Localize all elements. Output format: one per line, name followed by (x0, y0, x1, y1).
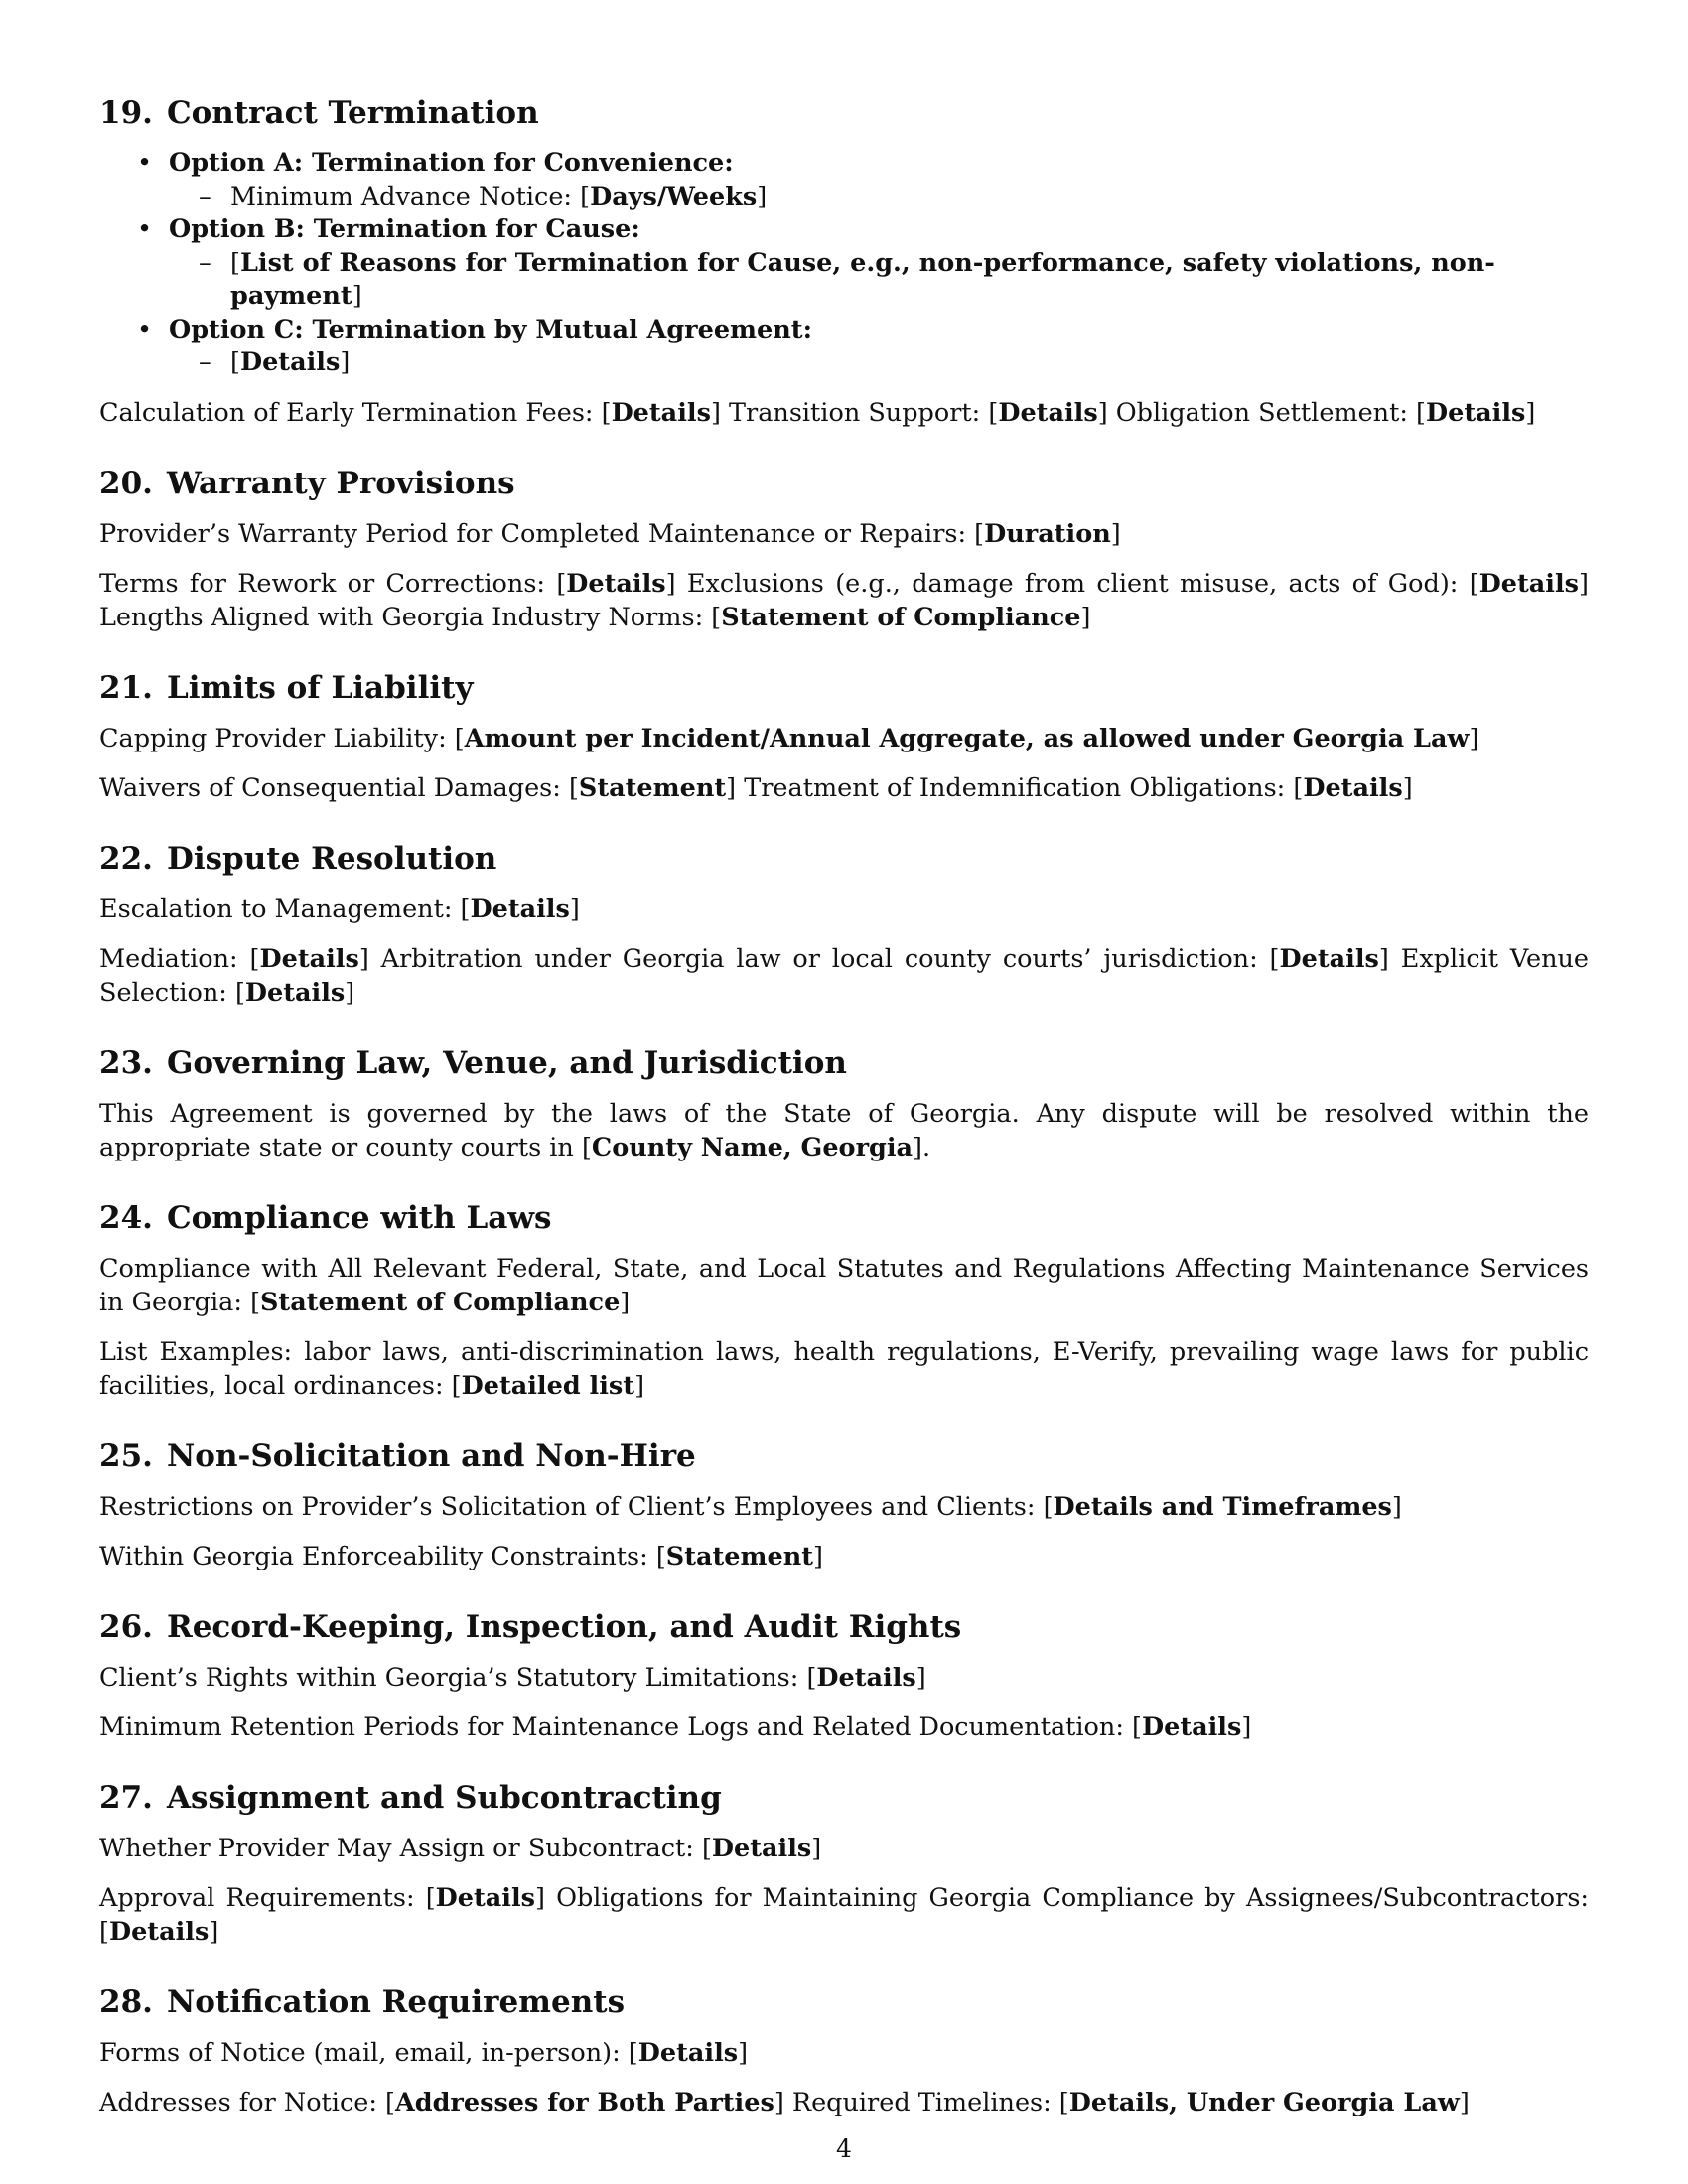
section-heading: 24. Compliance with Laws (99, 1199, 552, 1236)
paragraph: List Examples: labor laws, anti-discrimination laws, health regulations, E-Verify, prevailing wage laws for public facilities, local ordinances: [Detailed list] (99, 1336, 1589, 1401)
bullet-icon: • (137, 314, 153, 344)
paragraph: Whether Provider May Assign or Subcontract: [Details] (99, 1833, 822, 1863)
section-heading: 28. Notification Requirements (99, 1983, 626, 2020)
section-governing-law (99, 1043, 1589, 1164)
section-heading: 25. Non-Solicitation and Non-Hire (99, 1437, 696, 1474)
section-notification-requirements (99, 1982, 1589, 2119)
document-page (99, 93, 1589, 2153)
paragraph: Approval Requirements: [Details] Obligations for Maintaining Georgia Compliance by Assignees/Subcontractors: [Details] (99, 1882, 1589, 1947)
option-c-detail: – [Details] (169, 346, 1589, 380)
paragraph: Compliance with All Relevant Federal, State, and Local Statutes and Regulations Affecting Maintenance Services in Georgia: [Statement of Compliance] (99, 1253, 1589, 1317)
section-heading: 27. Assignment and Subcontracting (99, 1779, 722, 1816)
dash-icon: – (199, 347, 211, 377)
section-heading: 23. Governing Law, Venue, and Jurisdiction (99, 1044, 847, 1081)
option-b: • Option B: Termination for Cause: – [List of Reasons for Termination for Cause, e.g., non-performance, safety violations, non-payment] (99, 213, 1589, 314)
paragraph: Waivers of Consequential Damages: [Statement] Treatment of Indemnification Obligations: [Details] (99, 772, 1413, 803)
section-heading: 26. Record-Keeping, Inspection, and Audit Rights (99, 1608, 962, 1645)
section-heading: 22. Dispute Resolution (99, 840, 497, 877)
paragraph: Escalation to Management: [Details] (99, 893, 580, 924)
section-heading: 21. Limits of Liability (99, 669, 474, 706)
section-compliance-with-laws (99, 1198, 1589, 1403)
section-contract-termination (99, 93, 1589, 430)
paragraph: Within Georgia Enforceability Constraints: [Statement] (99, 1541, 823, 1571)
paragraph: Restrictions on Provider’s Solicitation of Client’s Employees and Clients: [Details and Timeframes] (99, 1491, 1402, 1522)
termination-options-list (99, 147, 1589, 380)
paragraph: Calculation of Early Termination Fees: [Details] Transition Support: [Details] Obligation Settlement: [Details] (99, 397, 1536, 428)
option-a: • Option A: Termination for Convenience: – Minimum Advance Notice: [Days/Weeks] (99, 147, 1589, 213)
paragraph: Client’s Rights within Georgia’s Statutory Limitations: [Details] (99, 1662, 926, 1693)
section-non-solicitation (99, 1436, 1589, 1573)
paragraph: Terms for Rework or Corrections: [Details] Exclusions (e.g., damage from client misuse, acts of God): [Details] Lengths Aligned with Georgia Industry Norms: [Statement of Compliance] (99, 568, 1589, 632)
section-limits-of-liability (99, 668, 1589, 805)
section-heading: 20. Warranty Provisions (99, 465, 515, 501)
section-record-keeping (99, 1607, 1589, 1744)
bullet-icon: • (137, 148, 153, 178)
section-assignment-subcontracting (99, 1778, 1589, 1949)
paragraph: Minimum Retention Periods for Maintenance Logs and Related Documentation: [Details] (99, 1711, 1252, 1742)
option-a-detail: – Minimum Advance Notice: [Days/Weeks] (169, 181, 1589, 214)
paragraph: Addresses for Notice: [Addresses for Both Parties] Required Timelines: [Details, Under Georgia Law] (99, 2087, 1470, 2117)
paragraph: Forms of Notice (mail, email, in-person): [Details] (99, 2037, 749, 2068)
dash-icon: – (199, 181, 211, 211)
option-c: • Option C: Termination by Mutual Agreement: – [Details] (99, 314, 1589, 380)
paragraph: Mediation: [Details] Arbitration under Georgia law or local county courts’ jurisdiction: [Details] Explicit Venue Selection: [Details] (99, 943, 1590, 1008)
section-dispute-resolution (99, 839, 1589, 1010)
bullet-icon: • (137, 214, 153, 244)
section-warranty-provisions (99, 464, 1589, 634)
paragraph: This Agreement is governed by the laws of the State of Georgia. Any dispute will be resolved within the appropriate state or county courts in [County Name, Georgia]. (99, 1098, 1589, 1162)
paragraph: Capping Provider Liability: [Amount per Incident/Annual Aggregate, as allowed under Georgia Law] (99, 723, 1479, 753)
section-heading: 19. Contract Termination (99, 95, 539, 131)
dash-icon: – (199, 247, 211, 278)
paragraph: Provider’s Warranty Period for Completed Maintenance or Repairs: [Duration] (99, 518, 1121, 549)
page-number: 4 (836, 2134, 852, 2163)
option-b-detail: – [List of Reasons for Termination for Cause, e.g., non-performance, safety violations, non-payment] (199, 247, 1495, 311)
